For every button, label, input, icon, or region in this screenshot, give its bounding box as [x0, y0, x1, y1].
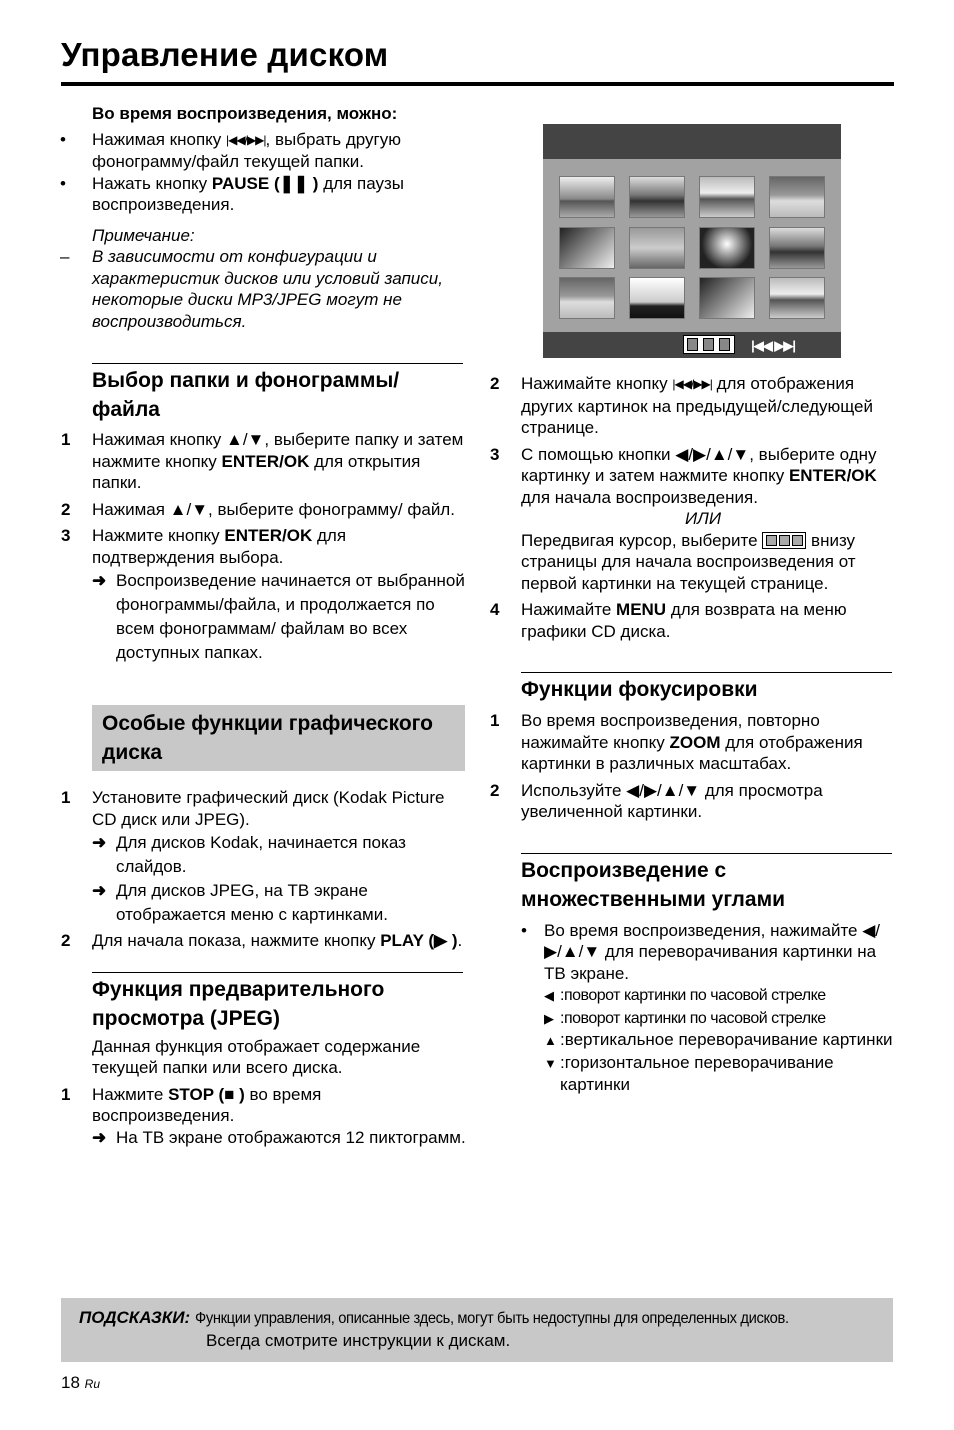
folder-step-3: [61, 525, 466, 665]
step-number: 4: [490, 600, 500, 619]
thumbnail-image: [559, 227, 615, 269]
play-label: PLAY (▶ ): [380, 931, 458, 950]
folder-step-1: [61, 429, 466, 494]
text: для отображения картинки в различных масштабах.: [521, 732, 863, 773]
result-arrow: [92, 1127, 466, 1149]
enter-ok-label: ENTER/OK: [224, 526, 313, 545]
step-number: 2: [61, 499, 71, 519]
prev-next-icon: |◀◀ ▶▶|: [751, 338, 795, 353]
playback-bullet-2: [61, 173, 466, 216]
preview-step-3: [490, 444, 895, 595]
bullet-mark: •: [521, 920, 527, 940]
text: Нажмите кнопку: [92, 526, 220, 545]
preview-intro: Данная функция отображает содержание текущей папки или всего диска.: [92, 1036, 421, 1077]
text: :горизонтальное переворачивание картинки: [560, 1052, 834, 1094]
step-number: 2: [490, 374, 500, 393]
angle-down-row: [490, 1052, 895, 1096]
text: для возврата на меню графики CD диска.: [521, 600, 847, 641]
slideshow-grid-icon: [683, 335, 735, 354]
dash-mark: –: [60, 247, 70, 266]
text: Используйте ◀/▶/▲/▼ для просмотра увеличенной картинки.: [521, 780, 823, 821]
arrow-icon: ➜: [92, 1127, 107, 1147]
text: Воспроизведение начинается от выбранной фонограммы/файла, и продолжается по всем фонограммам/ файлам во всех доступных папках.: [116, 571, 465, 662]
thumbnail-image: [769, 227, 825, 269]
section-zoom-title: Функции фокусировки: [521, 672, 892, 704]
section-folder-title: Выбор папки и фонограммы/ файла: [92, 363, 463, 424]
page-number: [61, 1373, 100, 1393]
step-number: 1: [61, 430, 71, 449]
step-number: 3: [61, 526, 71, 545]
step-number: 2: [490, 780, 500, 800]
thumbnail-image: [699, 277, 755, 319]
text: Передвигая курсор, выберите: [521, 530, 758, 550]
angle-up-row: [490, 1029, 895, 1052]
thumbnail-image: [769, 277, 825, 319]
prev-next-icon: |◀◀/▶▶|: [226, 132, 266, 147]
thumbnail-image: [699, 176, 755, 218]
thumbnail-screen-illustration: [543, 124, 841, 358]
thumbnail-image: [629, 227, 685, 269]
step-number: 3: [490, 444, 500, 464]
text: Для начала показа, нажмите кнопку: [92, 931, 376, 950]
playback-heading: Во время воспроизведения, можно:: [92, 104, 398, 123]
arrow-icon: ➜: [92, 571, 107, 590]
text: Нажать кнопку: [92, 173, 208, 193]
thumbnail-image: [559, 176, 615, 218]
folder-step-2: [61, 499, 466, 521]
text: Во время воспроизведения, повторно нажимайте кнопку: [521, 711, 820, 752]
step-number: 1: [61, 1084, 71, 1104]
section-picture-disc-title: Особые функции графического диска: [92, 705, 465, 771]
right-triangle-icon: ▶: [544, 1010, 554, 1026]
zoom-label: ZOOM: [669, 732, 721, 752]
text: Для дисков Kodak, начинается показ слайдов.: [116, 833, 406, 876]
section-preview-title: Функция предварительного просмотра (JPEG): [92, 972, 463, 1033]
note-text: [61, 246, 466, 332]
bullet-mark: •: [60, 173, 66, 193]
preview-step-1: [61, 1084, 466, 1149]
or-label: ИЛИ: [685, 509, 721, 528]
angle-left-row: [490, 984, 895, 1007]
result-arrow: [92, 879, 466, 927]
alt-instruction: [521, 530, 895, 595]
picture-step-1: [61, 787, 466, 927]
playback-bullet-1: [61, 129, 466, 173]
thumbnail-image: [559, 277, 615, 319]
note-label: Примечание:: [92, 225, 195, 245]
thumbnail-image: [769, 176, 825, 218]
step-number: 1: [61, 788, 71, 807]
arrow-icon: ➜: [92, 881, 107, 900]
left-triangle-icon: ◀: [544, 988, 554, 1003]
text: Нажимайте: [521, 600, 612, 619]
page-language: Ru: [84, 1377, 100, 1391]
hints-line-1: [79, 1308, 840, 1328]
text: :поворот картинки по часовой стрелке: [560, 987, 826, 1004]
result-arrow: [92, 569, 466, 665]
left-column: [61, 103, 466, 1148]
enter-ok-label: ENTER/OK: [788, 466, 877, 485]
text: Для дисков JPEG, на ТВ экране отображается меню с картинками.: [116, 881, 388, 924]
text: Во время воспроизведения, нажимайте ◀/▶/▲/▼ для переворачивания картинки на ТВ экране.: [544, 920, 881, 983]
prev-next-icon: |◀◀/▶▶|: [672, 377, 712, 391]
zoom-step-1: [490, 710, 895, 775]
thumbnail-image: [629, 277, 685, 319]
text: , выбрать другую фонограмму/файл текущей папки.: [92, 129, 401, 171]
result-arrow: [92, 831, 466, 879]
text: :вертикальное переворачивание картинки: [560, 1030, 893, 1049]
angle-bullet: [490, 920, 895, 985]
hints-text: Функции управления, описанные здесь, могут быть недоступны для определенных дисков.: [194, 1310, 789, 1327]
text: Установите графический диск (Kodak Picture CD диск или JPEG).: [92, 788, 445, 829]
text: внизу страницы для начала воспроизведения от первой картинки на текущей странице.: [521, 530, 856, 593]
picture-step-2: 2 Для начала показа, нажмите кнопку PLAY (▶ ).: [61, 931, 463, 950]
slideshow-grid-icon: [762, 532, 806, 549]
hints-label: ПОДСКАЗКИ:: [79, 1308, 191, 1327]
text: Нажимая кнопку ▲/▼, выберите папку и затем нажмите кнопку: [92, 430, 464, 471]
up-triangle-icon: ▲: [544, 1033, 557, 1048]
menu-label: MENU: [616, 600, 667, 619]
angle-right-row: [490, 1007, 895, 1030]
step-number: 1: [490, 711, 500, 730]
text: для начала воспроизведения.: [521, 487, 758, 507]
title-rule: [61, 82, 894, 86]
section-angle-title: Воспроизведение с множественными углами: [521, 853, 892, 914]
pause-label: PAUSE (❚❚ ): [211, 173, 319, 193]
enter-ok-label: ENTER/OK: [221, 451, 310, 471]
text: во время воспроизведения.: [92, 1084, 322, 1125]
text: для отображения других картинок на предыдущей/следующей странице.: [521, 374, 873, 437]
page-title: Управление диском: [61, 36, 389, 73]
text: Нажимая ▲/▼, выберите фонограмму/ файл.: [92, 499, 455, 519]
step-number: 2: [61, 931, 71, 950]
text: На ТВ экране отображаются 12 пиктограмм.: [116, 1127, 466, 1147]
text: В зависимости от конфигурации и характеристик дисков или условий записи, некоторые диски MP3/JPEG могут не воспроизводиться.: [92, 247, 443, 331]
bullet-mark: •: [60, 129, 66, 149]
text: Нажимая кнопку: [92, 129, 222, 149]
screen-top-bar: [543, 124, 841, 159]
screen-bottom-bar: [543, 332, 841, 358]
stop-label: STOP (■ ): [168, 1084, 245, 1104]
right-column: [490, 124, 895, 1096]
preview-step-4: [490, 599, 895, 642]
hints-line-2: Всегда смотрите инструкции к дискам.: [206, 1331, 511, 1350]
text: для открытия папки.: [92, 451, 421, 492]
page-number-value: 18: [61, 1373, 80, 1392]
text: для паузы воспроизведения.: [92, 173, 404, 214]
down-triangle-icon: ▼: [544, 1055, 557, 1071]
thumbnail-image: [699, 227, 755, 269]
text: для подтверждения выбора.: [92, 526, 347, 567]
thumbnail-image: [629, 176, 685, 218]
preview-step-2: [490, 373, 895, 439]
zoom-step-2: [490, 780, 895, 823]
text: :поворот картинки по часовой стрелке: [560, 1009, 826, 1027]
text: Нажмите: [92, 1084, 164, 1104]
text: С помощью кнопки ◀/▶/▲/▼, выберите одну картинку и затем нажмите кнопку: [521, 444, 877, 485]
hints-box: [61, 1298, 893, 1362]
arrow-icon: ➜: [92, 833, 107, 852]
text: Нажимайте кнопку: [521, 374, 668, 393]
